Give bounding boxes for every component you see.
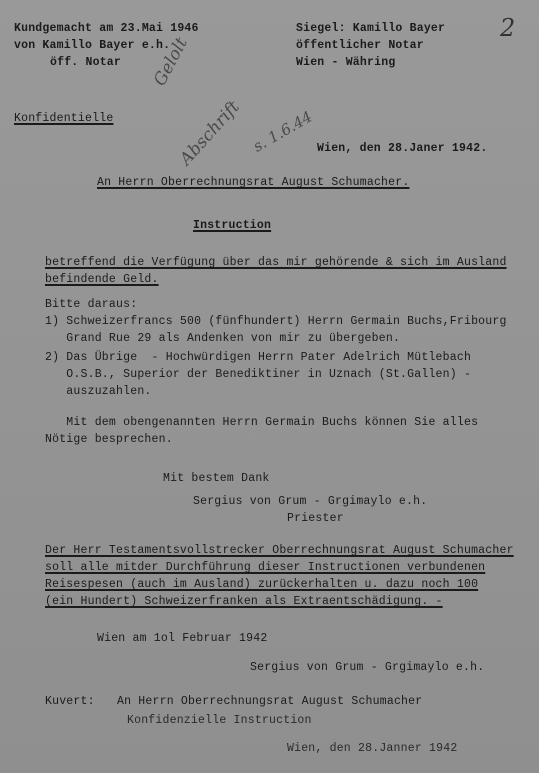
header-left-line-1: Kundgemacht am 23.Mai 1946: [14, 22, 199, 35]
item-2-line-2: O.S.B., Superior der Benediktiner in Uznach (St.Gallen) -: [45, 368, 472, 381]
header-left-line-3: öff. Notar: [50, 56, 122, 69]
envelope-date: Wien, den 28.Janner 1942: [287, 742, 458, 755]
item-1-line-1: 1) Schweizerfrancs 500 (fünfhundert) Herrn Germain Buchs,Fribourg: [45, 315, 507, 328]
handwritten-note-2: Abschrift: [176, 97, 244, 170]
executor-line-2: soll alle mitder Durchführung dieser Instructionen verbundenen: [45, 561, 486, 574]
subject-line-2: befindende Geld.: [45, 273, 159, 286]
executor-line-4: (ein Hundert) Schweizerfranken als Extraentschädigung. -: [45, 595, 443, 608]
subject-line-1: betreffend die Verfügung über das mir gehörende & sich im Ausland: [45, 256, 507, 269]
signature-1-name: Sergius von Grum - Grgimaylo e.h.: [193, 495, 428, 508]
addressee: An Herrn Oberrechnungsrat August Schumacher.: [97, 176, 410, 189]
item-2-line-1: 2) Das Übrige - Hochwürdigen Herrn Pater Adelrich Mütlebach: [45, 351, 472, 364]
header-right-line-1: Siegel: Kamillo Bayer: [296, 22, 446, 35]
request-intro: Bitte daraus:: [45, 298, 138, 311]
signature-1-title: Priester: [287, 512, 344, 525]
signature-2: Sergius von Grum - Grgimaylo e.h.: [250, 661, 485, 674]
page-number: 2: [500, 14, 516, 42]
header-left-line-2: von Kamillo Bayer e.h.: [14, 39, 171, 52]
confidential-label: Konfidentielle: [14, 112, 114, 125]
date-line-2: Wien am 1ol Februar 1942: [97, 632, 268, 645]
envelope-line-1: An Herrn Oberrechnungsrat August Schumacher: [117, 695, 423, 708]
executor-line-3: Reisespesen (auch im Ausland) zurückerhalten u. dazu noch 100: [45, 578, 479, 591]
date-line: Wien, den 28.Janer 1942.: [317, 142, 488, 155]
handwritten-note-3: s. 1.6.44: [250, 107, 316, 156]
item-2-line-3: auszuzahlen.: [45, 385, 152, 398]
envelope-line-2: Konfidenzielle Instruction: [127, 714, 312, 727]
document-title: Instruction: [193, 219, 272, 232]
envelope-label: Kuvert:: [45, 695, 95, 708]
note-line-2: Nötige besprechen.: [45, 433, 173, 446]
handwritten-note-1: Gelolt: [150, 34, 192, 90]
note-line-1: Mit dem obengenannten Herrn Germain Buchs können Sie alles: [45, 416, 479, 429]
executor-line-1: Der Herr Testamentsvollstrecker Oberrechnungsrat August Schumacher: [45, 544, 514, 557]
header-right-line-3: Wien - Währing: [296, 56, 396, 69]
closing: Mit bestem Dank: [163, 472, 270, 485]
item-1-line-2: Grand Rue 29 als Andenken von mir zu übergeben.: [45, 332, 401, 345]
header-right-line-2: öffentlicher Notar: [296, 39, 424, 52]
